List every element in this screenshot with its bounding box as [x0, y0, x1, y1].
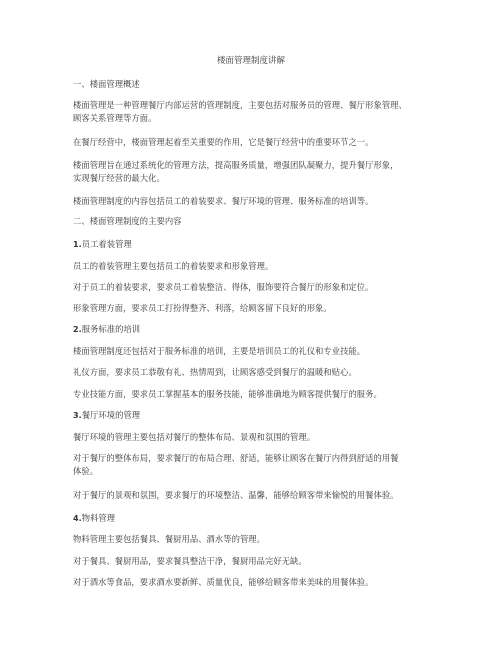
paragraph-line: 对于餐具、餐厨用品，要求餐具整洁干净，餐厨用品完好无缺。	[73, 556, 307, 566]
section-heading: 一、楼面管理概述	[73, 79, 140, 89]
paragraph-line: 楼面管理制度还包括对于服务标准的培训，主要是培训员工的礼仪和专业技能。	[73, 346, 366, 356]
paragraph-line: 对于酒水等食品，要求酒水要新鲜、质量优良，能够给顾客带来美味的用餐体验。	[73, 577, 374, 587]
paragraph-line: 员工的着装管理主要包括员工的着装要求和形象管理。	[73, 261, 274, 271]
page-title: 楼面管理制度讲解	[216, 56, 285, 66]
paragraph-line: 在餐厅经营中，楼面管理起着至关重要的作用，它是餐厅经营中的重要环节之一。	[73, 137, 374, 147]
subsection-heading: 2.服务标准的培训	[73, 324, 141, 334]
paragraph-line: 楼面管理旨在通过系统化的管理方法，提高服务质量，增强团队凝聚力，提升餐厅形象，	[73, 160, 399, 170]
paragraph-line: 物料管理主要包括餐具、餐厨用品、酒水等的管理。	[73, 534, 265, 544]
paragraph-line: 餐厅环境的管理主要包括对餐厅的整体布局、景观和氛围的管理。	[73, 432, 316, 442]
subsection-heading: 4.物料管理	[73, 513, 116, 523]
paragraph-line: 实现餐厅经营的最大化。	[73, 173, 165, 183]
paragraph-line: 形象管理方面，要求员工打扮得整齐、利落，给顾客留下良好的形象。	[73, 303, 332, 313]
paragraph-line: 楼面管理是一种管理餐厅内部运营的管理制度，主要包括对服务员的管理、餐厅形象管理、	[73, 100, 407, 110]
paragraph-line: 专业技能方面，要求员工掌握基本的服务技能，能够准确地为顾客提供餐厅的服务。	[73, 389, 382, 399]
paragraph-line: 顾客关系管理等方面。	[73, 113, 157, 123]
paragraph-line: 对于餐厅的整体布局，要求餐厅的布局合理、舒适，能够让顾客在餐厅内得到舒适的用餐	[73, 453, 399, 463]
subsection-heading: 3.餐厅环境的管理	[73, 410, 141, 420]
paragraph-line: 对于餐厅的景观和氛围，要求餐厅的环境整洁、温馨，能够给顾客带来愉悦的用餐体验。	[73, 490, 399, 500]
section-heading: 二、楼面管理制度的主要内容	[73, 216, 182, 226]
subsection-heading: 1.员工着装管理	[73, 239, 132, 249]
paragraph-line: 对于员工的着装要求，要求员工着装整洁、得体，服饰要符合餐厅的形象和定位。	[73, 282, 374, 292]
paragraph-line: 体验。	[73, 466, 99, 476]
paragraph-line: 礼仪方面，要求员工恭敬有礼、热情周到，让顾客感受到餐厅的温暖和贴心。	[73, 367, 357, 377]
paragraph-line: 楼面管理制度的内容包括员工的着装要求、餐厅环境的管理、服务标准的培训等。	[73, 196, 374, 206]
